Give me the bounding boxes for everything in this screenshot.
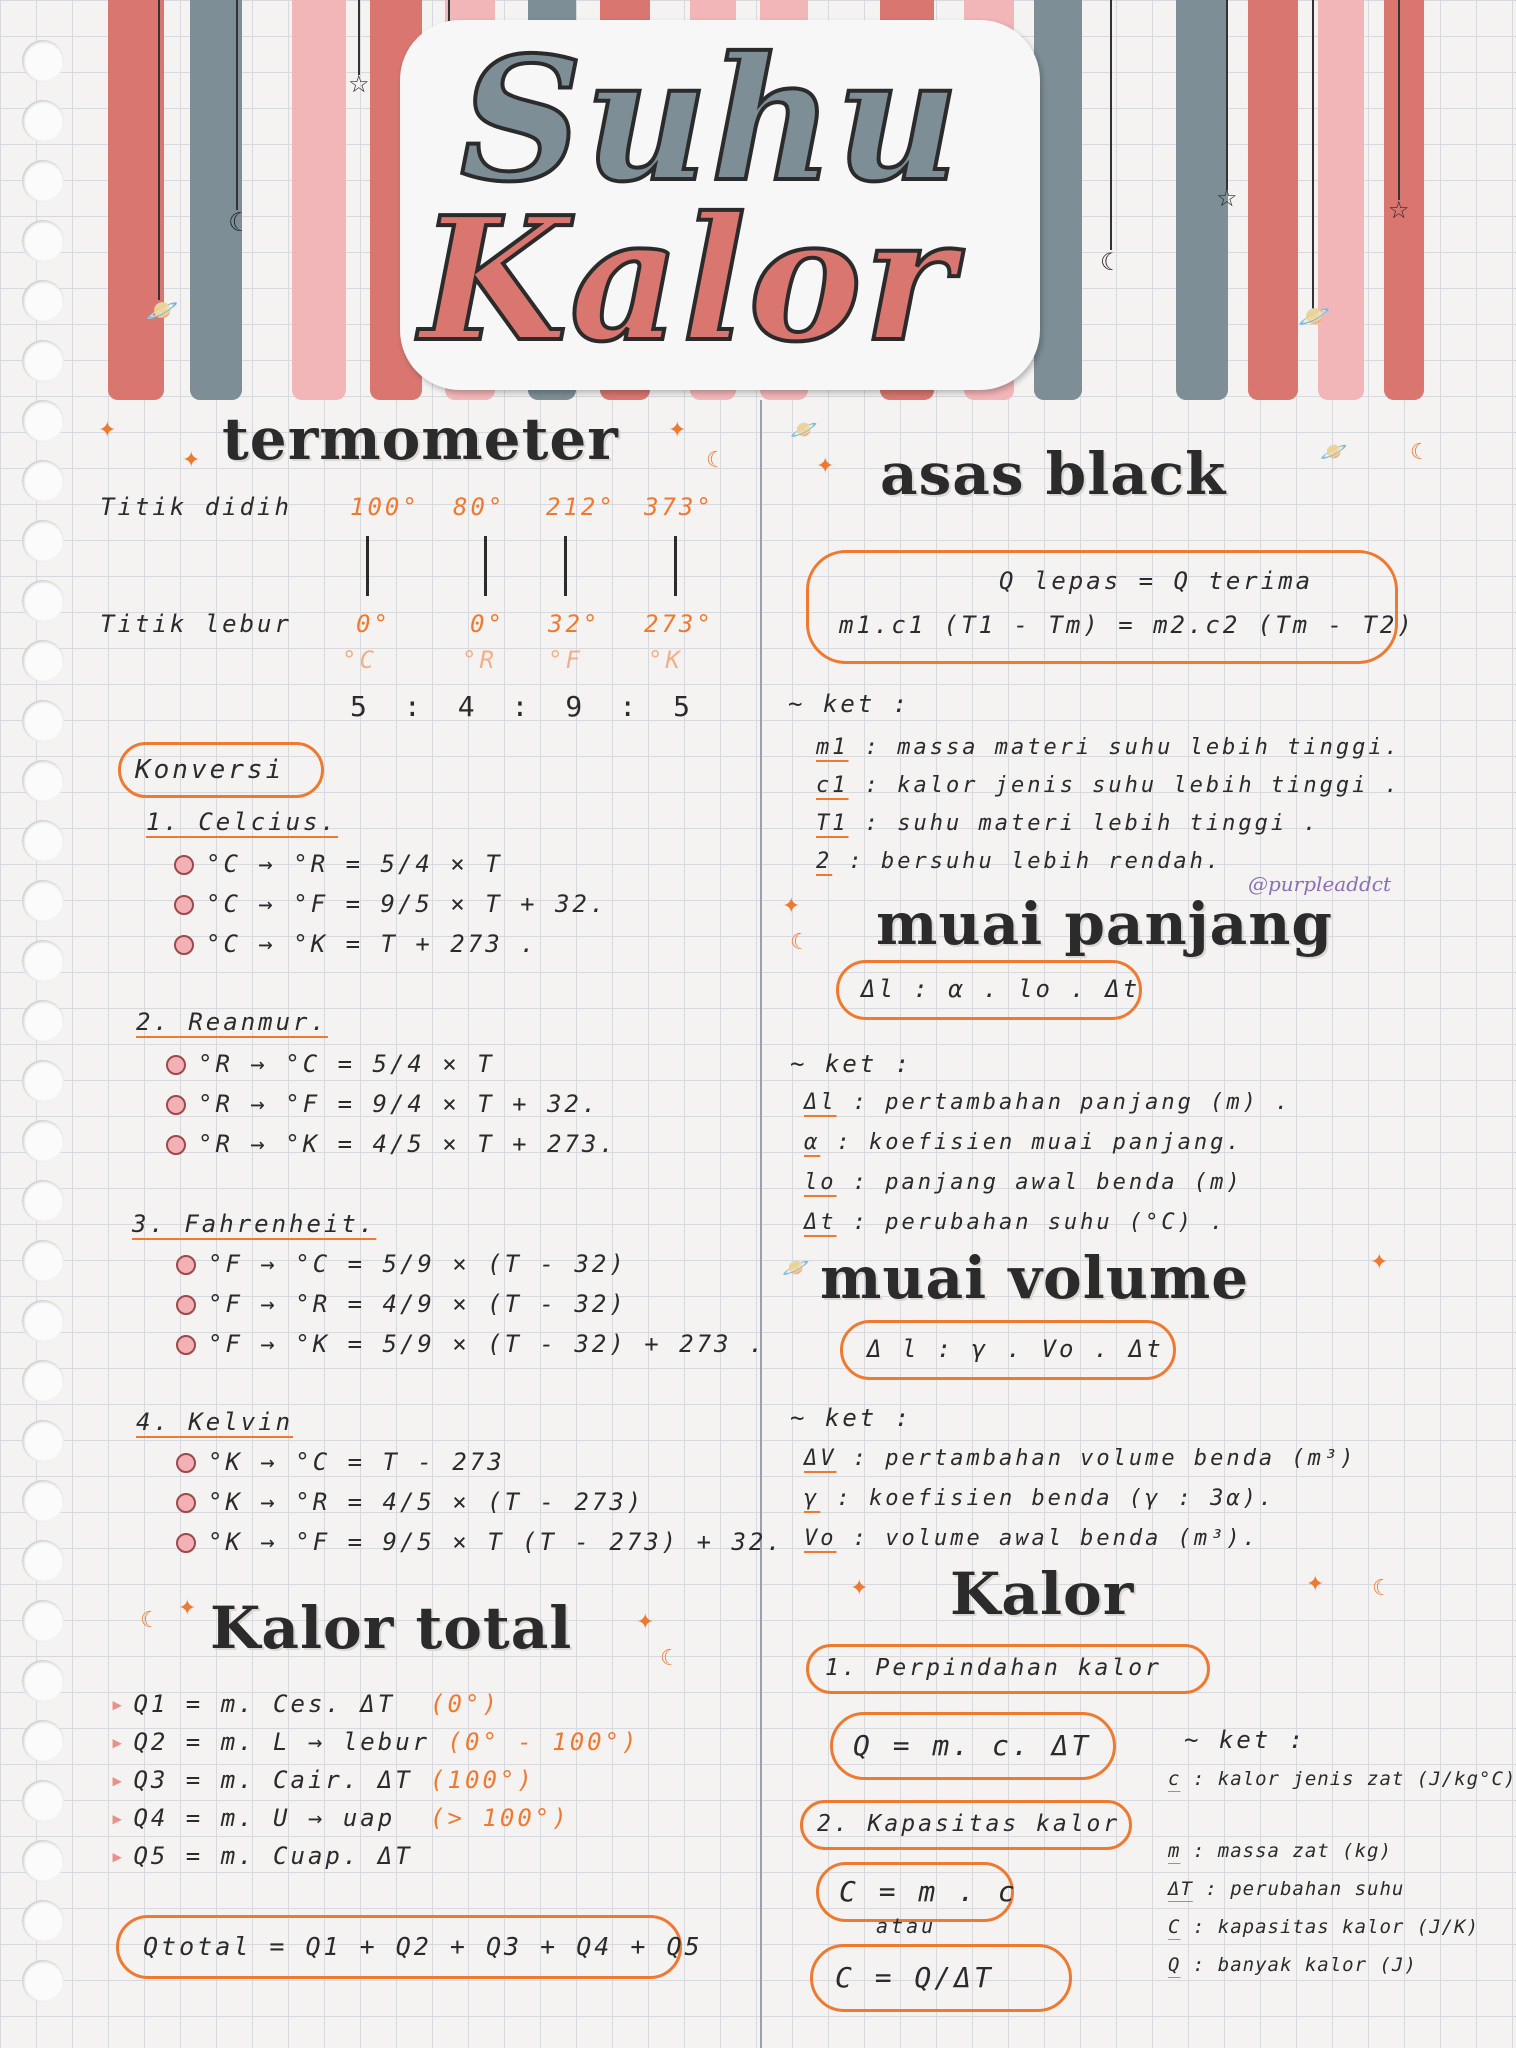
stripe [292,0,346,400]
binder-hole [22,1420,64,1462]
binder-hole [22,220,64,262]
unit-kelvin: °K [648,646,683,674]
kapasitas-bubble [800,1800,1132,1850]
kalor-formula2: C = m . c [839,1875,1018,1908]
binder-hole [22,400,64,442]
unit-celcius: °C [342,646,377,674]
kalor-atau: atau [876,1914,937,1938]
ket-row: γ : koefisien benda (γ : 3α). [804,1486,1276,1511]
asas-black-bubble [806,550,1415,664]
binder-hole [22,880,64,922]
binder-hole [22,1180,64,1222]
binder-hole [22,460,64,502]
titik-didih-label: Titik didih [100,493,292,521]
stripe [1248,0,1298,400]
lebur-kelvin: 273° [644,610,714,638]
planet-icon: 🪐 [1298,302,1331,332]
kalor-row: ▸ Q1 = m. Ces. ΔT (0°) [110,1690,500,1718]
bullet-icon [166,1135,186,1155]
heading-muai-panjang: muai panjang [876,890,1333,958]
ket-row: c1 : kalor jenis suhu lebih tinggi . [816,773,1401,798]
binder-hole [22,1840,64,1882]
conversion-row: °K → °F = 9/5 × T (T - 273) + 32. [176,1528,784,1556]
kalor-formula1-bubble [830,1712,1116,1780]
sparkle-icon: ✦ [1370,1250,1389,1275]
moon-icon: ☾ [1372,1576,1392,1601]
conversion-row: °K → °R = 4/5 × (T - 273) [176,1488,644,1516]
sparkle-icon: ✦ [816,454,835,479]
muai-panjang-ket-label: ~ ket : [790,1050,913,1078]
moon-icon: ☾ [1410,440,1430,465]
didih-reamur: 80° [453,493,506,521]
bullet-icon [166,1055,186,1075]
ket-row: α : koefisien muai panjang. [804,1130,1243,1155]
sparkle-icon: ✦ [98,418,117,443]
ket-row: T1 : suhu materi lebih tinggi . [816,811,1320,836]
bullet-icon [166,1095,186,1115]
bullet-icon [176,1453,196,1473]
kalor-formula3: C = Q/ΔT [835,1961,994,1994]
binder-hole [22,1060,64,1102]
binder-hole [22,1780,64,1822]
binder-hole [22,1360,64,1402]
lebur-fahrenheit: 32° [548,610,601,638]
kalor-formula3-bubble [810,1944,1072,2012]
binder-hole [22,1660,64,1702]
heading-kalor-total: Kalor total [210,1594,573,1662]
stripe [1318,0,1364,400]
conversion-row: °F → °K = 5/9 × (T - 32) + 273 . [176,1330,766,1358]
column-divider [760,400,762,2048]
scale-tick [564,536,567,596]
ratio-item: : [511,690,529,723]
sparkle-icon: ✦ [636,1610,655,1635]
lebur-celcius: 0° [356,610,391,638]
planet-icon: 🪐 [782,1256,810,1281]
asas-black-eq1: Q lepas = Q terima [999,567,1314,595]
moon-icon: ☾ [790,930,810,955]
heading-termometer: termometer [222,405,619,473]
muai-panjang-formula: Δl : α . lo . Δt [861,975,1141,1003]
string-line [1110,0,1112,250]
bullet-icon [176,1295,196,1315]
ket-row: ΔT : perubahan suhu [1168,1878,1405,1900]
planet-icon: 🪐 [146,296,179,326]
bullet-icon [174,855,194,875]
kalor-row: ▸ Q4 = m. U → uap (> 100°) [110,1804,570,1832]
ket-row: C : kapasitas kalor (J/K) [1168,1916,1480,1938]
binder-hole [22,100,64,142]
ket-row: ΔV : pertambahan volume benda (m³) [804,1446,1357,1471]
ratio-item: 4 [457,690,475,723]
bullet-icon [176,1335,196,1355]
scale-tick [366,536,369,596]
stripe [108,0,164,400]
moon-icon: ☾ [706,448,726,473]
binder-hole [22,1720,64,1762]
star-icon: ☆ [1216,184,1238,212]
binder-hole [22,1960,64,2002]
conversion-row: °C → °K = T + 273 . [174,930,538,958]
sparkle-icon: ✦ [668,418,687,443]
stripe [1034,0,1082,400]
conversion-row: °R → °K = 4/5 × T + 273. [166,1130,617,1158]
kalor-formula1: Q = m. c. ΔT [853,1729,1092,1762]
ratio-row [350,690,690,723]
group-title: 1. Celcius. [146,808,338,836]
title-line-1: Suhu [460,20,962,220]
triangle-bullet-icon: ▸ [110,1842,128,1870]
bullet-icon [174,895,194,915]
scale-tick [674,536,677,596]
binder-hole [22,700,64,742]
conversion-row: °C → °R = 5/4 × T [174,850,503,878]
ratio-item: 5 [673,690,690,723]
ket-row: Vo : volume awal benda (m³). [804,1526,1259,1551]
conversion-row: °R → °C = 5/4 × T [166,1050,495,1078]
heading-asas-black: asas black [880,440,1227,508]
qtotal-bubble [116,1915,703,1979]
stripe [190,0,242,400]
titik-lebur-label: Titik lebur [100,610,292,638]
kalor-ket-label: ~ ket : [1184,1726,1307,1754]
binder-hole [22,1000,64,1042]
kalor-row: ▸ Q2 = m. L → lebur (0° - 100°) [110,1728,640,1756]
ratio-item: : [619,690,637,723]
sparkle-icon: ✦ [782,894,801,919]
kalor-sub1: 1. Perpindahan kalor [825,1655,1162,1681]
planet-icon: 🪐 [790,418,818,443]
muai-volume-ket-label: ~ ket : [790,1404,913,1432]
binder-hole [22,1300,64,1342]
muai-volume-bubble [840,1320,1176,1380]
kalor-formula2-bubble [816,1862,1018,1922]
string-line [358,0,360,75]
kalor-row: ▸ Q3 = m. Cair. ΔT (100°) [110,1766,535,1794]
binder-hole [22,280,64,322]
string-line [158,0,160,300]
group-title: 4. Kelvin [136,1408,294,1436]
binder-hole [22,820,64,862]
title-sticker [400,20,1040,390]
ratio-item: 9 [565,690,583,723]
title-line-2: Kalor [420,180,956,380]
unit-reamur: °R [462,646,497,674]
binder-hole [22,1480,64,1522]
moon-icon: ☾ [228,208,252,238]
bullet-icon [176,1493,196,1513]
scale-tick [484,536,487,596]
planet-icon: 🪐 [1320,440,1348,465]
bullet-icon [176,1255,196,1275]
binder-hole [22,40,64,82]
heading-kalor: Kalor [950,1560,1135,1628]
binder-hole [22,520,64,562]
sparkle-icon: ✦ [850,1576,869,1601]
sparkle-icon: ✦ [178,1596,197,1621]
ket-row: Δt : perubahan suhu (°C) . [804,1210,1227,1235]
ket-row: Δl : pertambahan panjang (m) . [804,1090,1292,1115]
muai-panjang-bubble [836,960,1142,1020]
triangle-bullet-icon: ▸ [110,1804,128,1832]
didih-fahrenheit: 212° [546,493,616,521]
bullet-icon [174,935,194,955]
sparkle-icon: ✦ [182,448,201,473]
string-line [236,0,238,210]
watermark: @purpleaddct [1248,872,1392,896]
heading-muai-volume: muai volume [820,1244,1250,1312]
binder-hole [22,1120,64,1162]
kalor-sub2: 2. Kapasitas kalor [817,1811,1121,1837]
asas-black-eq2: m1.c1 (T1 - Tm) = m2.c2 (Tm - T2) [839,611,1415,639]
binder-hole [22,940,64,982]
ket-row: c : kalor jenis zat (J/kg°C) [1168,1768,1516,1790]
kalor-row: ▸ Q5 = m. Cuap. ΔT [110,1842,413,1870]
binder-hole [22,760,64,802]
binder-hole [22,1900,64,1942]
moon-icon: ☾ [140,1608,160,1633]
ratio-item: : [403,690,421,723]
binder-hole [22,340,64,382]
binder-hole [22,160,64,202]
triangle-bullet-icon: ▸ [110,1766,128,1794]
ket-row: lo : panjang awal benda (m) [804,1170,1243,1195]
triangle-bullet-icon: ▸ [110,1690,128,1718]
sparkle-icon: ✦ [1306,1572,1325,1597]
ket-row: 2 : bersuhu lebih rendah. [816,849,1223,874]
lebur-reamur: 0° [470,610,505,638]
star-icon: ☆ [1388,196,1410,224]
ket-row: Q : banyak kalor (J) [1168,1954,1417,1976]
binder-hole [22,640,64,682]
muai-volume-formula: Δ l : γ . Vo . Δt [867,1335,1164,1363]
didih-celcius: 100° [350,493,420,521]
didih-kelvin: 373° [644,493,714,521]
string-line [1312,0,1314,310]
asas-black-ket-label: ~ ket : [788,690,911,718]
group-title: 3. Fahrenheit. [132,1210,377,1238]
binder-hole [22,1540,64,1582]
ket-row: m1 : massa materi suhu lebih tinggi. [816,735,1401,760]
triangle-bullet-icon: ▸ [110,1728,128,1756]
string-line [1226,0,1228,190]
conversion-row: °R → °F = 9/4 × T + 32. [166,1090,599,1118]
binder-hole [22,580,64,622]
binder-hole [22,1600,64,1642]
conversion-row: °C → °F = 9/5 × T + 32. [174,890,607,918]
perpindahan-bubble [806,1644,1210,1694]
ket-row: m : massa zat (kg) [1168,1840,1392,1862]
conversion-row: °F → °R = 4/9 × (T - 32) [176,1290,627,1318]
string-line [1398,0,1400,200]
konversi-label: Konversi [135,755,285,785]
conversion-row: °F → °C = 5/9 × (T - 32) [176,1250,627,1278]
star-icon: ☆ [348,70,370,98]
binder-hole [22,1240,64,1282]
unit-fahrenheit: °F [548,646,583,674]
ratio-item: 5 [350,690,367,723]
qtotal-formula: Qtotal = Q1 + Q2 + Q3 + Q4 + Q5 [143,1932,703,1961]
moon-icon: ☾ [660,1646,680,1671]
bullet-icon [176,1533,196,1553]
konversi-bubble [118,742,324,798]
moon-icon: ☾ [1100,248,1122,276]
conversion-row: °K → °C = T - 273 [176,1448,505,1476]
group-title: 2. Reanmur. [136,1008,328,1036]
